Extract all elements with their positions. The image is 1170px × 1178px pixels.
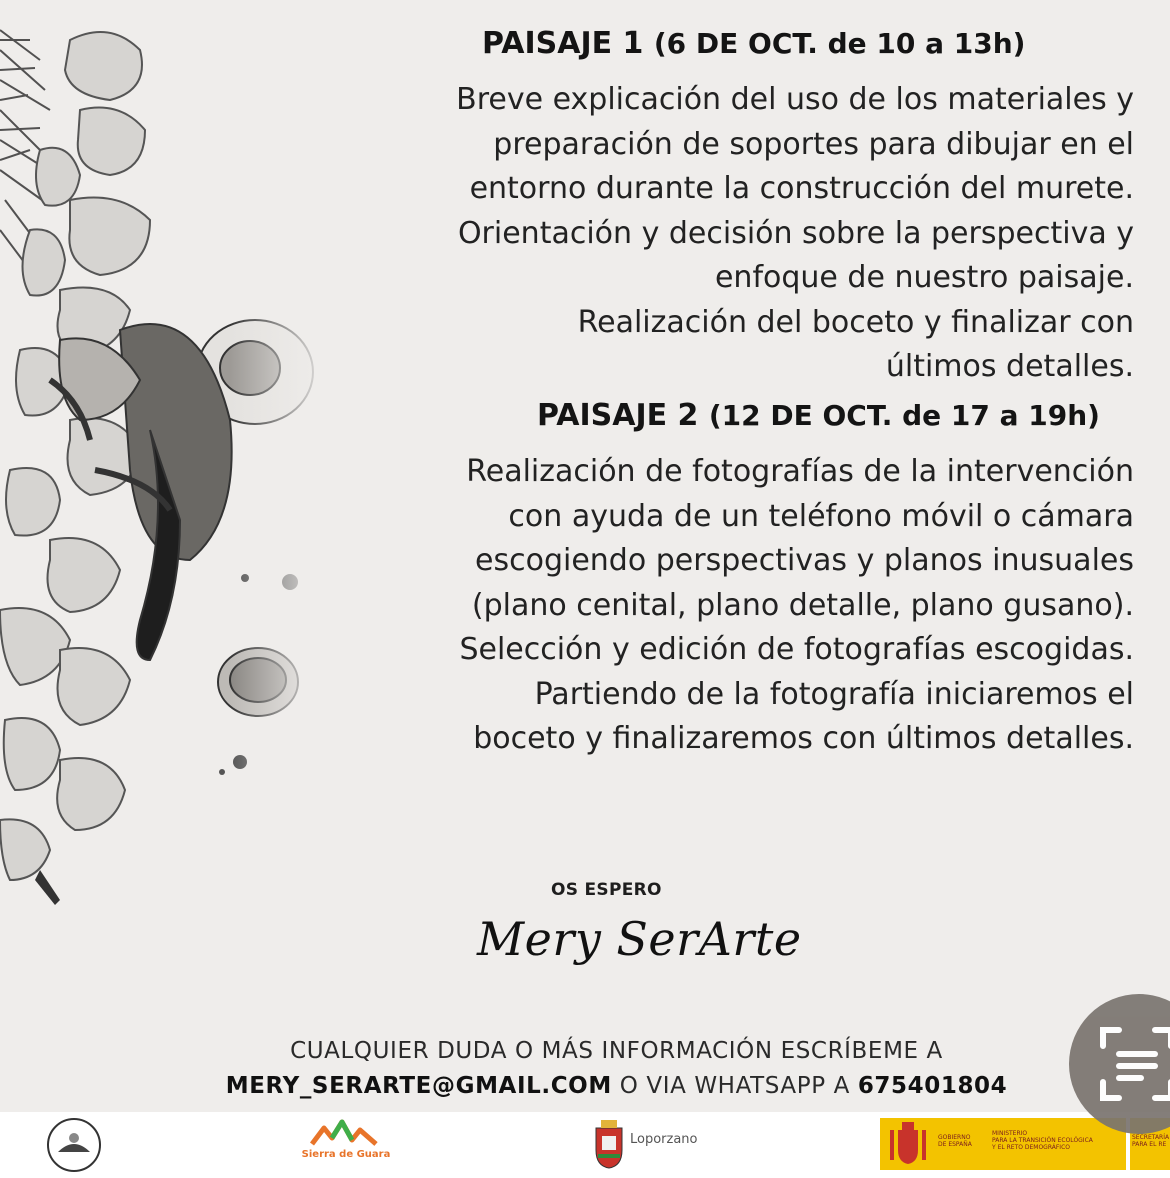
- loporzano-label: Loporzano: [630, 1132, 698, 1147]
- association-logo: [44, 1116, 104, 1174]
- worker-illustration: [0, 0, 330, 920]
- text-line: Orientación y decisión sobre la perspectiva y: [457, 215, 1134, 251]
- gobierno-label: [938, 1134, 978, 1148]
- ministerio-label: [992, 1130, 1122, 1151]
- paisaje2-description: [344, 450, 1134, 762]
- paisaje2-heading: [537, 398, 1100, 433]
- paisaje1-heading: [482, 26, 1025, 61]
- coat-of-arms-icon: [592, 1120, 626, 1170]
- gobierno-logo: [880, 1118, 1126, 1170]
- closing-greeting: OS ESPERO: [551, 880, 662, 900]
- ministerio-line: PARA LA TRANSICIÓN ECOLÓGICA: [992, 1137, 1093, 1144]
- text-line: Partiendo de la fotografía iniciaremos el: [534, 676, 1134, 712]
- loporzano-logo: [592, 1118, 712, 1172]
- text-line: Realización del boceto y finalizar con: [577, 304, 1134, 340]
- text-line: últimos detalles.: [885, 349, 1134, 384]
- text-line: entorno durante la construcción del murete.: [469, 171, 1134, 206]
- contact-details: [0, 1073, 1170, 1099]
- sierra-mountain-icon: [310, 1118, 380, 1148]
- paisaje1-title: PAISAJE 1: [482, 26, 644, 61]
- spain-coat-of-arms-icon: [890, 1122, 926, 1166]
- gobierno-text: GOBIERNO DE ESPAÑA: [938, 1134, 972, 1148]
- sierra-de-guara-logo: [296, 1118, 396, 1172]
- contact-line: CUALQUIER DUDA O MÁS INFORMACIÓN ESCRÍBEME A: [290, 1038, 943, 1064]
- scan-text-icon: [1097, 1024, 1170, 1104]
- text-line: escogiendo perspectivas y planos inusuales: [475, 543, 1134, 578]
- text-line: Selección y edición de fotografías escogidas.: [459, 632, 1134, 667]
- paisaje1-date: (6 DE OCT. de 10 a 13h): [653, 27, 1026, 60]
- sponsor-logo-bar: [0, 1112, 1170, 1178]
- paisaje1-description: [344, 78, 1134, 390]
- ministerio-line: MINISTERIO: [992, 1130, 1028, 1137]
- text-line: (plano cenital, plano detalle, plano gusano).: [471, 587, 1134, 623]
- text-line: enfoque de nuestro paisaje.: [714, 260, 1134, 295]
- text-line: boceto y finalizaremos con últimos detalles.: [473, 721, 1134, 756]
- paisaje2-date: (12 DE OCT. de 17 a 19h): [708, 399, 1100, 432]
- secretaria-label: [1132, 1134, 1169, 1148]
- email-link[interactable]: MERY_SERARTE@GMAIL.COM: [225, 1073, 612, 1099]
- signature: Mery SerArte: [477, 912, 802, 966]
- sierra-label: Sierra de Guara: [301, 1149, 391, 1160]
- paisaje2-title: PAISAJE 2: [537, 398, 699, 433]
- phone-number[interactable]: 675401804: [857, 1073, 1008, 1099]
- ministerio-line: Y EL RETO DEMOGRÁFICO: [992, 1144, 1070, 1151]
- text-line: preparación de soportes para dibujar en el: [493, 126, 1134, 162]
- text-line: Realización de fotografías de la intervención: [466, 454, 1134, 489]
- text-line: Breve explicación del uso de los materiales y: [456, 82, 1134, 117]
- contact-via: O VIA WHATSAPP A: [619, 1073, 850, 1099]
- secretaria-line: SECRETARÍA: [1132, 1134, 1170, 1141]
- text-line: con ayuda de un teléfono móvil o cámara: [508, 498, 1134, 534]
- secretaria-line: PARA EL RE: [1132, 1141, 1167, 1148]
